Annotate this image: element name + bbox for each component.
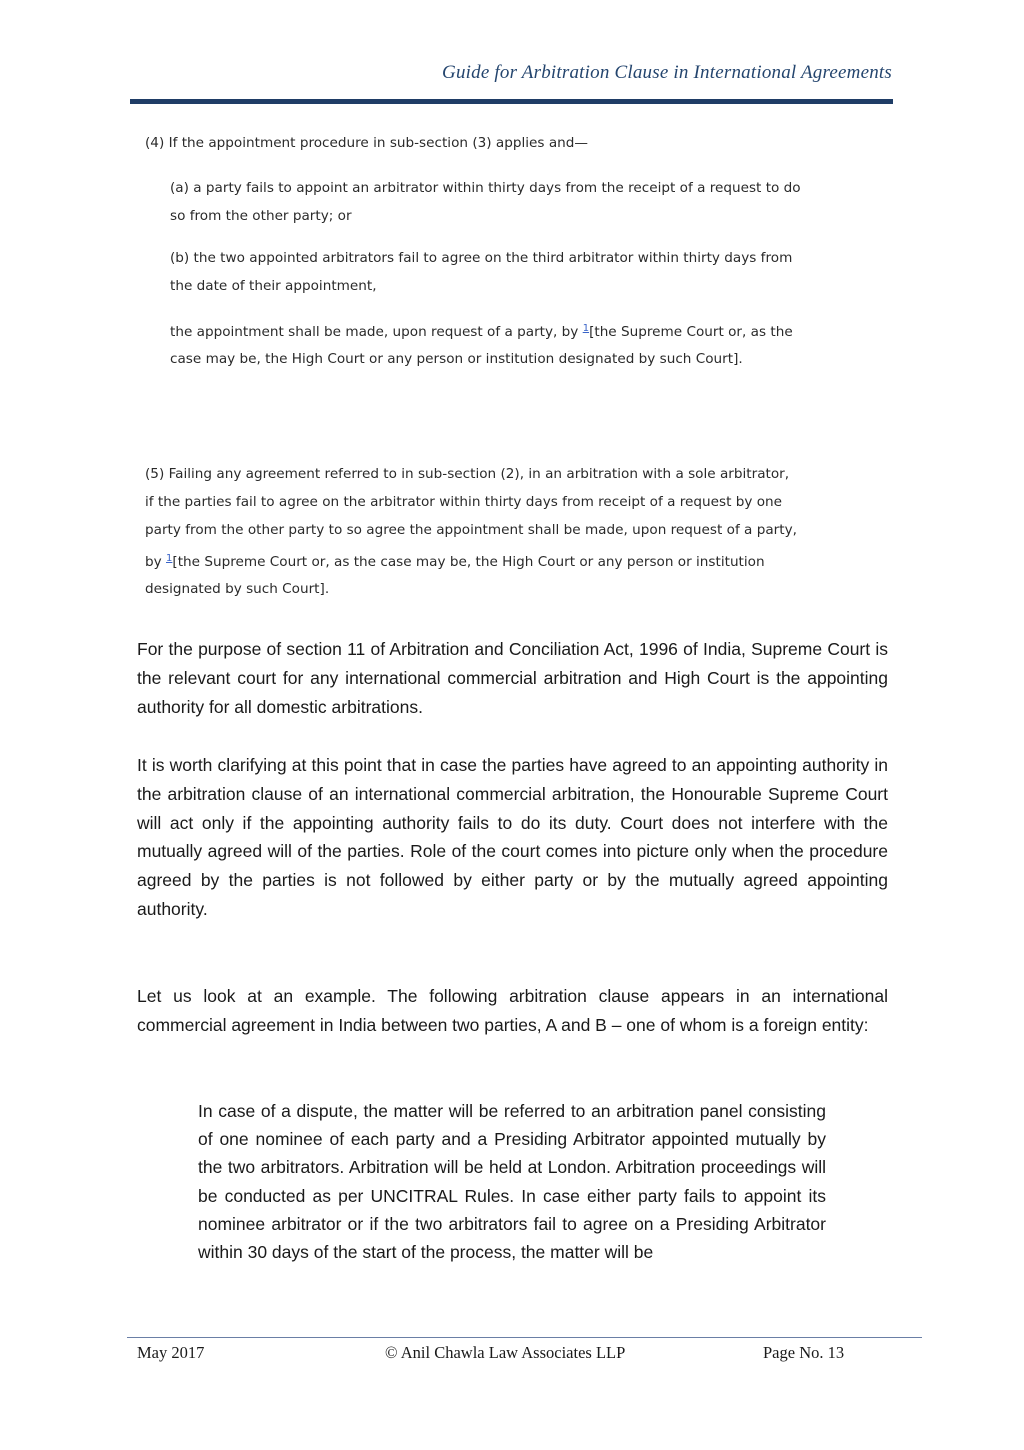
statute-s4-a-line1: (a) a party fails to appoint an arbitrator within thirty days from the receipt of a request to do <box>170 180 801 196</box>
statute-s5-line4-post: [the Supreme Court or, as the case may be, the High Court or any person or institution <box>172 554 765 570</box>
statute-s4-tail-pre: the appointment shall be made, upon request of a party, by <box>170 324 579 340</box>
running-header-title: Guide for Arbitration Clause in International Agreements <box>442 62 892 83</box>
statute-s4-b-line1: (b) the two appointed arbitrators fail to agree on the third arbitrator within thirty days from <box>170 250 793 266</box>
statute-s4-a-line2: so from the other party; or <box>170 208 352 224</box>
footnote-link[interactable]: 1 <box>582 323 590 334</box>
body-paragraph-1 <box>137 635 888 721</box>
paragraph-text: For the purpose of section 11 of Arbitration and Conciliation Act, 1996 of India, Supreme Court is the relevant court for any international commercial arbitration and High Court is the appointing authority for all domestic arbitrations. <box>137 639 888 717</box>
footer-copyright: © Anil Chawla Law Associates LLP <box>385 1343 626 1362</box>
body-paragraph-3 <box>137 982 888 1040</box>
body-paragraph-2 <box>137 751 888 924</box>
footnote-link[interactable]: 1 <box>166 553 173 564</box>
footer-rule <box>127 1337 922 1338</box>
statute-s5-line1: (5) Failing any agreement referred to in sub-section (2), in an arbitration with a sole arbitrator, <box>145 466 790 482</box>
statute-s5-line3: party from the other party to so agree the appointment shall be made, upon request of a party, <box>145 522 797 538</box>
footer-date: May 2017 <box>137 1343 205 1362</box>
footer-page-number: Page No. 13 <box>763 1343 845 1362</box>
paragraph-text: It is worth clarifying at this point that in case the parties have agreed to an appointing authority in the arbitration clause of an international commercial arbitration, the Honourable Supreme Court will act only if the appointing authority fails to do its duty. Court does not interfere with the mutually agreed will of the parties. Role of the court comes into picture only when the procedure agreed by the parties is not followed by either party or by the mutually agreed appointing authority. <box>137 755 888 919</box>
quoted-arbitration-clause <box>198 1097 826 1266</box>
statute-s5-line4 <box>145 553 765 570</box>
statute-s5-line5: designated by such Court]. <box>145 581 330 597</box>
statute-s4-tail-line1 <box>170 323 793 340</box>
paragraph-text: Let us look at an example. The following arbitration clause appears in an international commercial agreement in India between two parties, A and B – one of whom is a foreign entity: <box>137 986 888 1035</box>
quote-text: In case of a dispute, the matter will be referred to an arbitration panel consisting of one nominee of each party and a Presiding Arbitrator appointed mutually by the two arbitrators. Arbitration will be held at London. Arbitration proceedings will be conducted as per UNCITRAL Rules. In case either party fails to appoint its nominee arbitrator or if the two arbitrators fail to agree on a Presiding Arbitrator within 30 days of the start of the process, the matter will be <box>198 1101 826 1263</box>
statute-s5-line2: if the parties fail to agree on the arbitrator within thirty days from receipt of a request by one <box>145 494 783 510</box>
header-rule <box>130 99 893 104</box>
statute-s4-tail-post: [the Supreme Court or, as the <box>589 324 793 340</box>
statute-s4-tail-line2: case may be, the High Court or any person or institution designated by such Court]. <box>170 351 743 367</box>
statute-s4-b-line2: the date of their appointment, <box>170 278 377 294</box>
statute-s5-line4-pre: by <box>145 554 162 570</box>
statute-s4-intro: (4) If the appointment procedure in sub-section (3) applies and— <box>145 135 588 151</box>
